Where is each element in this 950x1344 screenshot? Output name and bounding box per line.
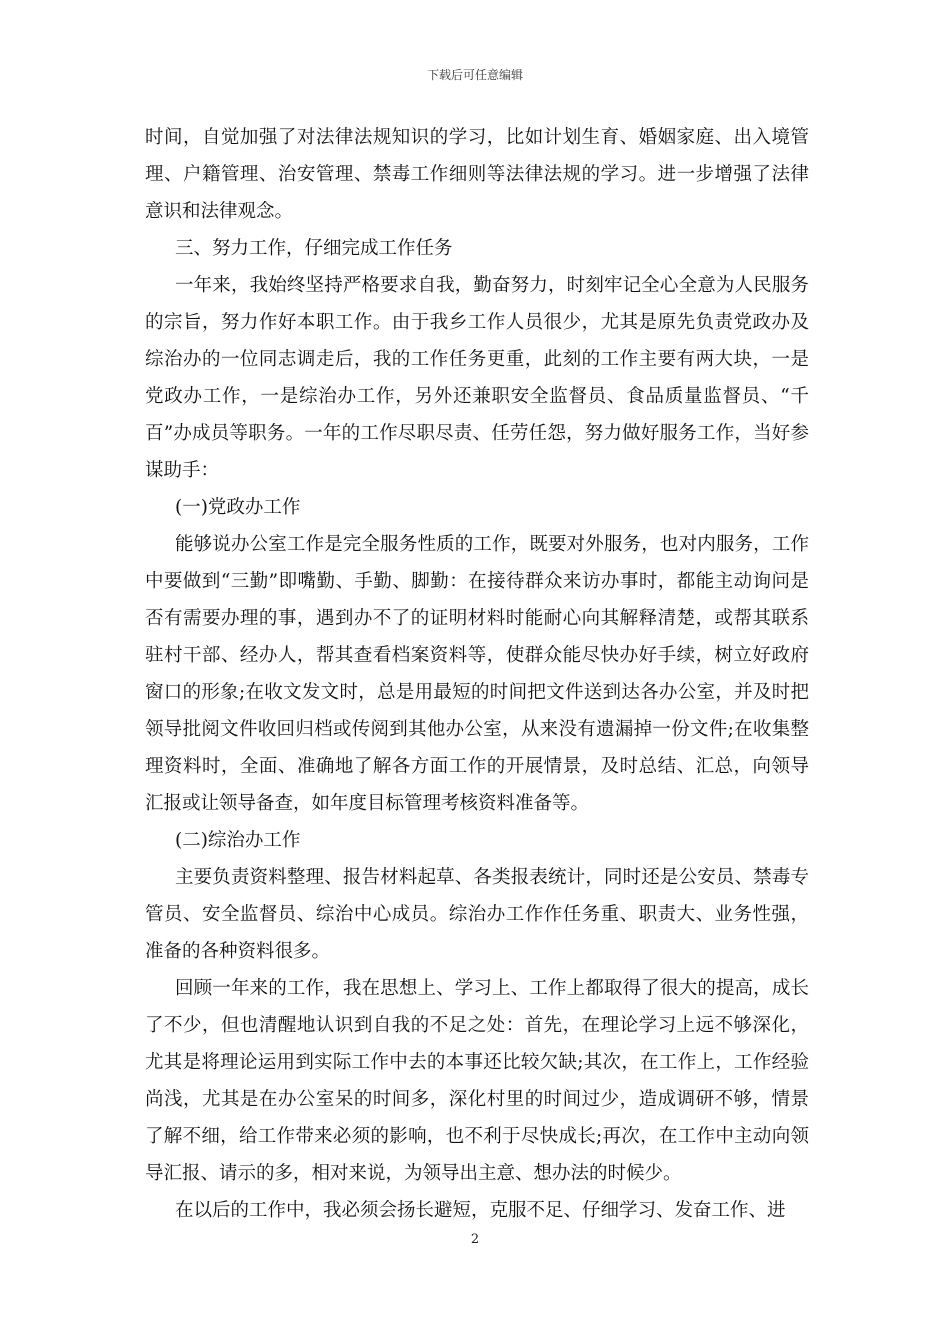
paragraph: 在以后的工作中，我必须会扬长避短，克服不足、仔细学习、发奋工作、进: [175, 1200, 786, 1221]
paragraph: 回顾一年来的工作，我在思想上、学习上、工作上都取得了很大的提高，成长了不少，但也清醒地认识到自我的不足之处：首先，在理论学习上远不够深化，尤其是将理论运用到实际工作中去的本事还比较欠缺;其次，在工作上，工作经验尚浅，尤其是在办公室呆的时间多，深化村里的时间过少，造成调研不够，情景了解不细，给工作带来必须的影响，也不利于尽快成长;再次，在工作中主动向领导汇报、请示的多，相对来说，为领导出主意、想办法的时候少。: [145, 978, 809, 1184]
subsection-heading: (二)综治办工作: [175, 830, 301, 851]
subsection-heading: (一)党政办工作: [175, 497, 301, 518]
header-note: 下载后可任意编辑: [426, 68, 523, 82]
paragraph-continuation: 时间，自觉加强了对法律法规知识的学习，比如计划生育、婚姻家庭、出入境管理、户籍管理、治安管理、禁毒工作细则等法律法规的学习。进一步增强了法律意识和法律观念。: [145, 127, 809, 222]
paragraph: 主要负责资料整理、报告材料起草、各类报表统计，同时还是公安员、禁毒专管员、安全监督员、综治中心成员。综治办工作作任务重、职责大、业务性强，准备的各种资料很多。: [145, 867, 809, 962]
paragraph: 一年来，我始终坚持严格要求自我，勤奋努力，时刻牢记全心全意为人民服务的宗旨，努力作好本职工作。由于我乡工作人员很少，尤其是原先负责党政办及综治办的一位同志调走后，我的工作任务更重，此刻的工作主要有两大块，一是党政办工作，一是综治办工作，另外还兼职安全监督员、食品质量监督员、“千百”办成员等职务。一年的工作尽职尽责、任劳任怨，努力做好服务工作，当好参谋助手：: [145, 275, 809, 481]
section-heading: 三、努力工作，仔细完成工作任务: [175, 238, 453, 259]
page-number: 2: [470, 1232, 480, 1247]
paragraph: 能够说办公室工作是完全服务性质的工作，既要对外服务，也对内服务，工作中要做到“三勤”即嘴勤、手勤、脚勤：在接待群众来访办事时，都能主动询问是否有需要办理的事，遇到办不了的证明材料时能耐心向其解释清楚，或帮其联系驻村干部、经办人，帮其查看档案资料等，使群众能尽快办好手续，树立好政府窗口的形象;在收文发文时，总是用最短的时间把文件送到达各办公室，并及时把领导批阅文件收回归档或传阅到其他办公室，从来没有遗漏掉一份文件;在收集整理资料时，全面、准确地了解各方面工作的开展情景，及时总结、汇总，向领导汇报或让领导备查，如年度目标管理考核资料准备等。: [145, 534, 809, 814]
document-body: [145, 119, 809, 1229]
